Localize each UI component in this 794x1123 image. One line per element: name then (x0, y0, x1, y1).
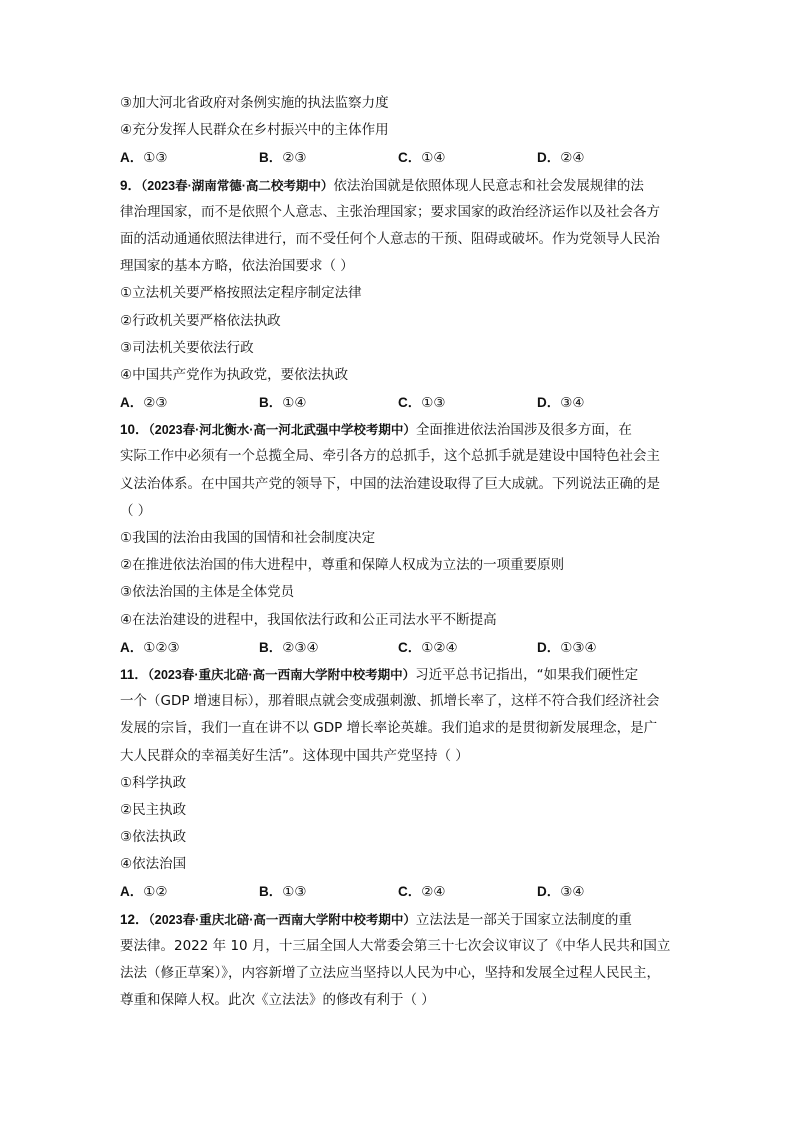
answer-options (120, 389, 695, 416)
option-d[interactable]: D．②④ (537, 150, 585, 167)
statement: ③司法机关要依法行政 (120, 339, 254, 356)
answer-options (120, 634, 695, 661)
option-a[interactable]: A．①③ (120, 150, 168, 167)
question-stem-line: 发展的宗旨，我们一直在讲不以 GDP 增长率论英雄。我们追求的是贯彻新发展理念，是广 (120, 720, 658, 737)
question-9 (120, 172, 695, 417)
option-d[interactable]: D．③④ (537, 884, 585, 901)
question-stem-line: 律治理国家，而不是依照个人意志、主张治理国家；要求国家的政治经济运作以及社会各方 (120, 203, 660, 220)
question-12 (120, 906, 695, 1015)
question-11 (120, 661, 695, 906)
statement: ③依法治国的主体是全体党员 (120, 584, 295, 601)
answer-options (120, 144, 695, 171)
question-stem: 11．（2023春·重庆北碚·高一西南大学附中校考期中）习近平总书记指出，“如果我们硬性定 (120, 666, 639, 683)
question-stem-line: 实际工作中必须有一个总揽全局、牵引各方的总抓手，这个总抓手就是建设中国特色社会主 (120, 448, 660, 465)
answer-options (120, 878, 695, 905)
statement: ①立法机关要严格按照法定程序制定法律 (120, 285, 362, 302)
statement: ④充分发挥人民群众在乡村振兴中的主体作用 (120, 122, 389, 139)
option-b[interactable]: B．①③ (259, 884, 307, 901)
statement: ②行政机关要严格依法执政 (120, 312, 281, 329)
question-stem-line: 要法律。2022 年 10 月，十三届全国人大常委会第三十七次会议审议了《中华人民共和国立 (120, 937, 671, 954)
question-number: 12． (120, 911, 149, 927)
option-c[interactable]: C．②④ (398, 884, 446, 901)
question-source: （2023春·湖南常德·高二校考期中） (141, 178, 334, 193)
exam-page (120, 90, 695, 1014)
question-stem-line: 尊重和保障人权。此次《立法法》的修改有利于（ ） (120, 992, 435, 1009)
statement: ④依法治国 (120, 856, 187, 873)
question-number: 10． (120, 422, 149, 438)
option-a[interactable]: A．①② (120, 884, 168, 901)
question-stem-line: 理国家的基本方略，依法治国要求（ ） (120, 258, 354, 275)
option-b[interactable]: B．②③④ (259, 639, 319, 656)
option-d[interactable]: D．①③④ (537, 639, 597, 656)
statement: ③依法执政 (120, 829, 187, 846)
option-c[interactable]: C．①③ (398, 395, 446, 412)
option-c[interactable]: C．①②④ (398, 639, 458, 656)
statement: ①我国的法治由我国的国情和社会制度决定 (120, 530, 376, 546)
statement: ②民主执政 (120, 801, 187, 818)
question-stem: 12．（2023春·重庆北碚·高一西南大学附中校考期中）立法法是一部关于国家立法制度的重 (120, 911, 632, 928)
question-number: 11． (120, 666, 148, 682)
question-stem-line: （ ） (120, 502, 152, 519)
question-stem-line: 面的活动通通依照法律进行，而不受任何个人意志的干预、阻碍或破坏。作为党领导人民治 (120, 230, 660, 247)
question-source: （2023春·重庆北碚·高一西南大学附中校考期中） (148, 912, 416, 927)
question-stem-line: 义法治体系。在中国共产党的领导下，中国的法治建设取得了巨大成就。下列说法正确的是 (120, 475, 660, 492)
statement: ②在推进依法治国的伟大进程中，尊重和保障人权成为立法的一项重要原则 (120, 557, 565, 574)
statement: ④在法治建设的进程中，我国依法行政和公正司法水平不断提高 (120, 611, 497, 628)
question-number: 9． (120, 177, 142, 193)
option-a[interactable]: A．①②③ (120, 639, 180, 656)
statement: ④中国共产党作为执政党，要依法执政 (120, 366, 349, 383)
option-c[interactable]: C．①④ (398, 150, 446, 167)
statement: ①科学执政 (120, 774, 187, 791)
question-stem: 10．（2023春·河北衡水·高一河北武强中学校考期中）全面推进依法治国涉及很多方面，在 (120, 422, 632, 439)
option-b[interactable]: B．①④ (259, 395, 307, 412)
question-10 (120, 416, 695, 661)
carry-over-block (120, 90, 695, 172)
option-d[interactable]: D．③④ (537, 395, 585, 412)
question-source: （2023春·重庆北碚·高一西南大学附中校考期中） (147, 667, 416, 682)
question-stem-line: 法法（修正草案）》，内容新增了立法应当坚持以人民为中心，坚持和发展全过程人民民主， (120, 965, 660, 981)
statement: ③加大河北省政府对条例实施的执法监察力度 (120, 95, 389, 111)
option-a[interactable]: A．②③ (120, 395, 168, 412)
option-b[interactable]: B．②③ (259, 150, 307, 167)
question-stem-line: 一个（GDP 增速目标），那着眼点就会变成强刺激、抓增长率了，这样不符合我们经济社会 (120, 693, 660, 710)
question-stem: 9．（2023春·湖南常德·高二校考期中）依法治国就是依照体现人民意志和社会发展规律的法 (120, 177, 644, 194)
question-stem-line: 大人民群众的幸福美好生活”。这体现中国共产党坚持（ ） (120, 747, 469, 764)
question-source: （2023春·河北衡水·高一河北武强中学校考期中） (148, 423, 416, 438)
